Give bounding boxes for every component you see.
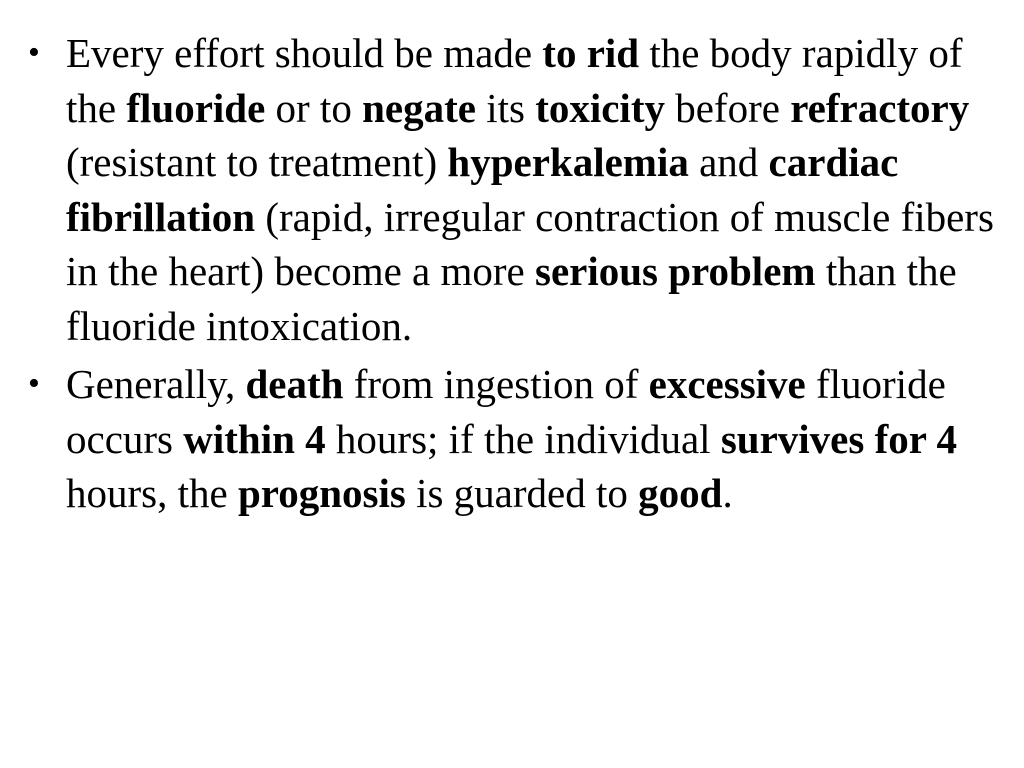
text-segment: fluoride occurs	[66, 361, 946, 462]
text-segment: (rapid, irregular contraction of muscle fibers in the heart) become a more	[66, 193, 994, 294]
bold-text-segment: survives for 4	[720, 415, 957, 462]
bullet-item	[0, 26, 1024, 353]
bold-text-segment: hyperkalemia	[447, 139, 689, 185]
text-segment: Generally,	[66, 361, 246, 407]
bullet-dot-icon: •	[28, 34, 40, 71]
bullet-dot-icon: •	[28, 365, 40, 402]
bold-text-segment: negate	[362, 84, 476, 131]
text-segment: hours; if the individual	[325, 415, 721, 462]
bold-text-segment: fluoride	[126, 84, 266, 131]
text-segment: from ingestion of	[343, 361, 649, 407]
bold-text-segment: to rid	[542, 30, 640, 76]
text-segment: or to	[265, 84, 363, 131]
bullet-text	[66, 30, 994, 349]
bold-text-segment: death	[245, 361, 344, 407]
text-segment: its	[475, 84, 536, 131]
bullet-text	[66, 361, 957, 516]
text-segment: and	[688, 139, 769, 185]
bold-text-segment: refractory	[790, 84, 970, 131]
text-segment: is guarded to	[405, 470, 639, 516]
bold-text-segment: serious problem	[535, 248, 816, 294]
bold-text-segment: toxicity	[535, 84, 665, 131]
text-segment: hours, the	[66, 470, 238, 516]
text-segment: the body rapidly of the	[66, 30, 963, 131]
bold-text-segment: cardiac fibrillation	[66, 139, 899, 240]
text-segment: than the fluoride intoxication.	[66, 248, 957, 349]
bullet-list	[0, 26, 1024, 525]
bold-text-segment: within 4	[183, 415, 326, 462]
text-segment: .	[722, 470, 733, 516]
text-segment: before	[664, 84, 791, 131]
bullet-item	[0, 357, 1024, 521]
bold-text-segment: good	[638, 470, 723, 516]
text-segment: Every effort should be made	[66, 30, 543, 76]
bold-text-segment: prognosis	[237, 470, 406, 516]
text-segment: (resistant to treatment)	[66, 139, 448, 185]
bold-text-segment: excessive	[648, 361, 806, 407]
